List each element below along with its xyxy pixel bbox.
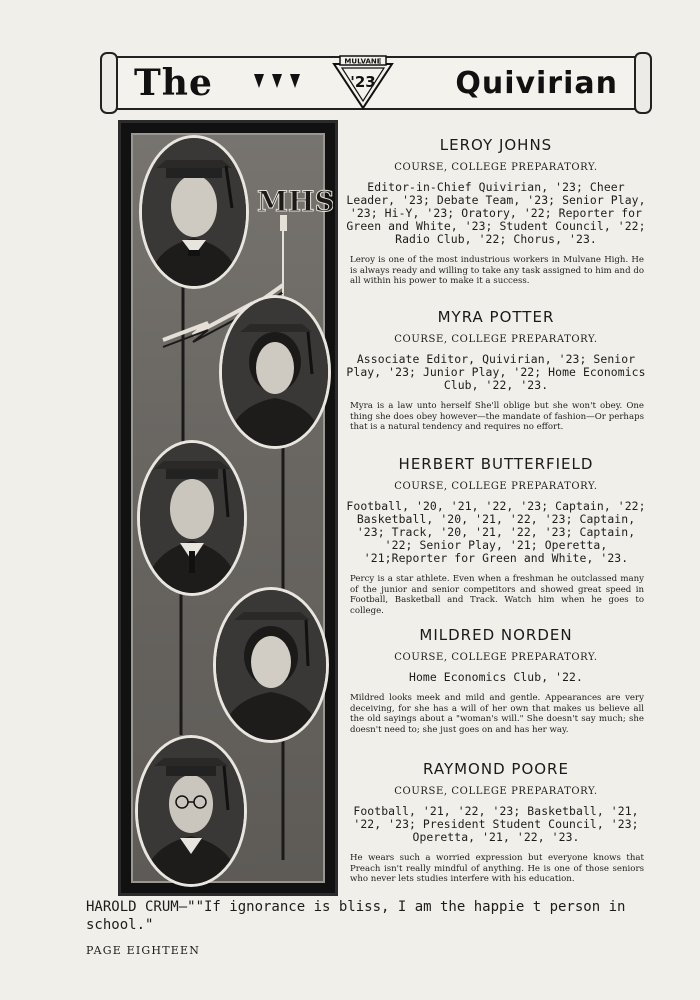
scroll-end-left [100, 52, 118, 114]
entry-name: HERBERT BUTTERFIELD [398, 455, 594, 473]
entry-raymond-poore [342, 760, 650, 885]
entry-bio: Percy is a star athlete. Even when a freshman he outclassed many of the junior and senior competitors and showed great speed in Football, Basketball and Track. Watch him when he goes to college. [350, 574, 644, 616]
entry-mildred-norden [342, 626, 650, 735]
senior-photo-panel [118, 120, 338, 896]
entry-name: LEROY JOHNS [439, 136, 553, 154]
banner-title-quivirian: Quivirian [455, 66, 618, 101]
banner-title-the: The [134, 62, 213, 104]
entry-name: MYRA POTTER [437, 308, 555, 326]
entry-activities: Football, '20, '21, '22, '23; Captain, '22; Basketball, '20, '21, '22, '23; Captain, '23; Track, '20, '21, '22, '23; Captain, '22; Senior Play, '21; Operetta, '21;Reporter for Green and White, '23. [346, 499, 646, 565]
entry-activities: Associate Editor, Quivirian, '23; Senior Play, '23; Junior Play, '22; Home Economics Club, '22, '23. [346, 352, 646, 392]
arrow-ornament-icon [290, 74, 300, 88]
emblem-text: MULVANE [344, 57, 382, 66]
entry-course: COURSE, COLLEGE PREPARATORY. [394, 786, 598, 797]
portrait-myra-potter [219, 295, 331, 449]
scroll-end-right [634, 52, 652, 114]
portrait-mildred-norden [213, 587, 329, 743]
entry-name: RAYMOND POORE [423, 760, 569, 778]
arrow-ornament-icon [272, 74, 282, 88]
entry-leroy-johns [342, 136, 650, 287]
photo-panel-inner [131, 133, 333, 883]
entry-course: COURSE, COLLEGE PREPARATORY. [394, 481, 598, 492]
harold-crum-quote: HAROLD CRUM—""If ignorance is bliss, I am the happie t person in school." [86, 899, 626, 933]
entry-course: COURSE, COLLEGE PREPARATORY. [394, 334, 598, 345]
entry-bio: Myra is a law unto herself She'll oblige but she won't obey. One thing she does obey however—the mandate of fashion—Or perhaps that is a natural tendency and requires no effort. [350, 401, 644, 432]
emblem-year: '23 [350, 73, 376, 91]
entry-activities: Football, '21, '22, '23; Basketball, '21, '22, '23; President Student Council, '23; Operetta, '21, '22, '23. [353, 804, 639, 844]
entry-name: MILDRED NORDEN [419, 626, 573, 644]
header-banner [110, 56, 642, 110]
entry-bio: Mildred looks meek and mild and gentle. Appearances are very deceiving, for she has a will of her own that makes us believe all the old sayings about a "woman's will." She doesn't say much; she doesn't need to; she just goes on and has her way. [350, 693, 644, 735]
arrow-ornaments [254, 74, 300, 88]
mhs-monogram [253, 165, 333, 295]
portrait-raymond-poore [135, 735, 247, 887]
school-emblem-icon [330, 54, 396, 110]
entry-herbert-butterfield [342, 455, 650, 616]
arrow-ornament-icon [254, 74, 264, 88]
entry-bio: He wears such a worried expression but everyone knows that Preach isn't really mindful of anything. He is one of those seniors who never lets studies interfere with his education. [350, 853, 644, 884]
entry-course: COURSE, COLLEGE PREPARATORY. [394, 162, 598, 173]
monogram-text: MHS [257, 185, 333, 218]
entry-activities: Editor-in-Chief Quivirian, '23; Cheer Leader, '23; Debate Team, '23; Senior Play, '23; Hi-Y, '23; Oratory, '22; Reporter for Green and White, '23; Student Council, '22; Radio Club, '22; Chorus, '23. [346, 180, 646, 246]
portrait-herbert-butterfield [137, 440, 247, 596]
page-number: PAGE EIGHTEEN [86, 944, 201, 957]
entry-activities: Home Economics Club, '22. [409, 670, 583, 684]
entry-myra-potter [342, 308, 650, 433]
entry-bio: Leroy is one of the most industrious workers in Mulvane High. He is always ready and willing to take any task assigned to him and do all within his power to make it a success. [350, 255, 644, 286]
entry-course: COURSE, COLLEGE PREPARATORY. [394, 652, 598, 663]
portrait-leroy-johns [139, 135, 249, 289]
